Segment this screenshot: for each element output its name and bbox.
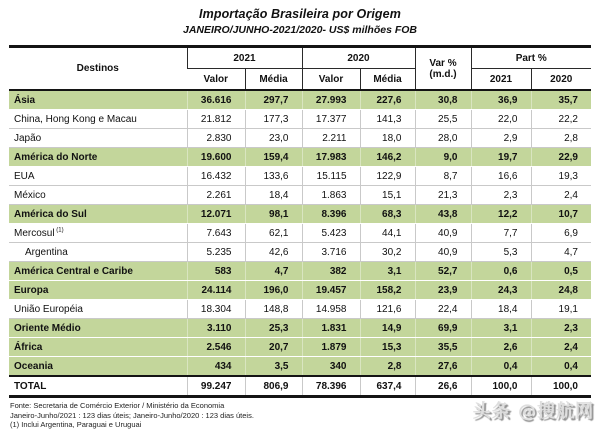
cell-value: 148,8 xyxy=(245,300,302,319)
row-label xyxy=(9,205,187,224)
cell-value: 297,7 xyxy=(245,90,302,110)
row-label xyxy=(9,148,187,167)
header-destinos: Destinos xyxy=(9,47,187,91)
cell-value: 23,9 xyxy=(415,281,471,300)
cell-value: 24,3 xyxy=(471,281,531,300)
cell-value: 2,9 xyxy=(471,129,531,148)
table-row xyxy=(9,281,591,300)
cell-value: 17.983 xyxy=(302,148,360,167)
cell-value: 40,9 xyxy=(415,243,471,262)
cell-value: 24,8 xyxy=(531,281,591,300)
header-2020-group: 2020 xyxy=(302,47,415,69)
cell-value: 5.235 xyxy=(187,243,245,262)
cell-value: 18,0 xyxy=(360,129,415,148)
table-total xyxy=(9,376,591,397)
cell-value: 18,4 xyxy=(245,186,302,205)
cell-value: 3.716 xyxy=(302,243,360,262)
cell-value: 340 xyxy=(302,357,360,377)
row-label-text: Japão xyxy=(14,132,42,144)
cell-value: 122,9 xyxy=(360,167,415,186)
cell-value: 15.115 xyxy=(302,167,360,186)
cell-value: 4,7 xyxy=(531,243,591,262)
header-media-2020: Média xyxy=(360,69,415,91)
header-valor-2020: Valor xyxy=(302,69,360,91)
row-label-text: Argentina xyxy=(25,246,68,258)
cell-value: 1.879 xyxy=(302,338,360,357)
imports-table xyxy=(9,45,591,398)
cell-value: 3,1 xyxy=(360,262,415,281)
cell-value: 2,8 xyxy=(360,357,415,377)
cell-value: 68,3 xyxy=(360,205,415,224)
page-title: Importação Brasileira por Origem xyxy=(199,7,401,21)
row-label xyxy=(9,300,187,319)
cell-value: 6,9 xyxy=(531,224,591,243)
row-label-text: América do Norte xyxy=(14,151,98,163)
header-part-group: Part % xyxy=(471,47,591,69)
cell-value: 121,6 xyxy=(360,300,415,319)
row-label-text: Mercosul xyxy=(14,227,55,239)
cell-value: 3,5 xyxy=(245,357,302,377)
cell-value: 52,7 xyxy=(415,262,471,281)
cell-value: 35,7 xyxy=(531,90,591,110)
row-label xyxy=(9,129,187,148)
cell-value: 158,2 xyxy=(360,281,415,300)
cell-value: 177,3 xyxy=(245,110,302,129)
row-label-text: União Européia xyxy=(14,303,83,315)
row-label-text: Oriente Médio xyxy=(14,322,81,334)
cell-value: 434 xyxy=(187,357,245,377)
footnote-source: Fonte: Secretaria de Comércio Exterior / Ministério da Economia xyxy=(10,401,225,410)
cell-value: 146,2 xyxy=(360,148,415,167)
header-media-2021: Média xyxy=(245,69,302,91)
cell-value: 382 xyxy=(302,262,360,281)
cell-value: 35,5 xyxy=(415,338,471,357)
page-subtitle: JANEIRO/JUNHO-2021/2020- US$ milhões FOB xyxy=(183,24,417,36)
row-label xyxy=(9,319,187,338)
cell-value: 15,1 xyxy=(360,186,415,205)
row-label-text: América Central e Caribe xyxy=(14,265,133,277)
table-row xyxy=(9,148,591,167)
header-2021-group: 2021 xyxy=(187,47,302,69)
cell-value: 1.831 xyxy=(302,319,360,338)
table-row xyxy=(9,186,591,205)
total-value: 100,0 xyxy=(531,376,591,397)
cell-value: 25,5 xyxy=(415,110,471,129)
cell-value: 8,7 xyxy=(415,167,471,186)
cell-value: 12,2 xyxy=(471,205,531,224)
row-label xyxy=(9,167,187,186)
cell-value: 2.546 xyxy=(187,338,245,357)
cell-value: 19.457 xyxy=(302,281,360,300)
table-row xyxy=(9,262,591,281)
table-row xyxy=(9,90,591,110)
cell-value: 7.643 xyxy=(187,224,245,243)
cell-value: 1.863 xyxy=(302,186,360,205)
table-row xyxy=(9,338,591,357)
cell-value: 62,1 xyxy=(245,224,302,243)
cell-value: 22,9 xyxy=(531,148,591,167)
header-part-2020: 2020 xyxy=(531,69,591,91)
cell-value: 4,7 xyxy=(245,262,302,281)
cell-value: 25,3 xyxy=(245,319,302,338)
cell-value: 227,6 xyxy=(360,90,415,110)
total-value: 78.396 xyxy=(302,376,360,397)
cell-value: 27,6 xyxy=(415,357,471,377)
cell-value: 2.261 xyxy=(187,186,245,205)
cell-value: 16.432 xyxy=(187,167,245,186)
header-part-2021: 2021 xyxy=(471,69,531,91)
cell-value: 2,4 xyxy=(531,186,591,205)
table-row xyxy=(9,243,591,262)
total-value: 637,4 xyxy=(360,376,415,397)
row-label xyxy=(9,262,187,281)
cell-value: 42,6 xyxy=(245,243,302,262)
cell-value: 22,2 xyxy=(531,110,591,129)
table-row xyxy=(9,167,591,186)
table-body xyxy=(9,90,591,376)
cell-value: 583 xyxy=(187,262,245,281)
row-label xyxy=(9,110,187,129)
cell-value: 133,6 xyxy=(245,167,302,186)
cell-value: 24.114 xyxy=(187,281,245,300)
cell-value: 19,7 xyxy=(471,148,531,167)
table-row xyxy=(9,300,591,319)
cell-value: 0,5 xyxy=(531,262,591,281)
table-row xyxy=(9,110,591,129)
cell-value: 30,2 xyxy=(360,243,415,262)
total-value: 100,0 xyxy=(471,376,531,397)
cell-value: 36,9 xyxy=(471,90,531,110)
row-label xyxy=(9,357,187,377)
cell-value: 18,4 xyxy=(471,300,531,319)
table-row xyxy=(9,319,591,338)
row-label-text: Oceania xyxy=(14,360,53,372)
cell-value: 2,4 xyxy=(531,338,591,357)
row-label-text: África xyxy=(14,341,43,353)
cell-value: 8.396 xyxy=(302,205,360,224)
cell-value: 20,7 xyxy=(245,338,302,357)
cell-value: 15,3 xyxy=(360,338,415,357)
total-row xyxy=(9,376,591,397)
cell-value: 5,3 xyxy=(471,243,531,262)
table-row xyxy=(9,224,591,243)
cell-value: 18.304 xyxy=(187,300,245,319)
cell-value: 3,1 xyxy=(471,319,531,338)
cell-value: 22,4 xyxy=(415,300,471,319)
cell-value: 27.993 xyxy=(302,90,360,110)
cell-value: 2.830 xyxy=(187,129,245,148)
row-label xyxy=(9,224,187,243)
row-label xyxy=(9,186,187,205)
cell-value: 19,3 xyxy=(531,167,591,186)
cell-value: 98,1 xyxy=(245,205,302,224)
cell-value: 21,3 xyxy=(415,186,471,205)
cell-value: 19,1 xyxy=(531,300,591,319)
cell-value: 2,8 xyxy=(531,129,591,148)
total-value: 99.247 xyxy=(187,376,245,397)
row-label-text: Europa xyxy=(14,284,49,296)
cell-value: 5.423 xyxy=(302,224,360,243)
row-label-text: América do Sul xyxy=(14,208,87,220)
cell-value: 2.211 xyxy=(302,129,360,148)
cell-value: 9,0 xyxy=(415,148,471,167)
table-row xyxy=(9,129,591,148)
row-label-text: Ásia xyxy=(14,94,36,106)
cell-value: 28,0 xyxy=(415,129,471,148)
cell-value: 196,0 xyxy=(245,281,302,300)
cell-value: 12.071 xyxy=(187,205,245,224)
header-var-line2: (m.d.) xyxy=(429,68,457,80)
row-label-text: China, Hong Kong e Macau xyxy=(14,113,137,125)
total-value: 806,9 xyxy=(245,376,302,397)
cell-value: 14,9 xyxy=(360,319,415,338)
cell-value: 17.377 xyxy=(302,110,360,129)
cell-value: 23,0 xyxy=(245,129,302,148)
cell-value: 3.110 xyxy=(187,319,245,338)
table-row xyxy=(9,357,591,377)
row-label-text: EUA xyxy=(14,170,35,182)
cell-value: 40,9 xyxy=(415,224,471,243)
cell-value: 0,4 xyxy=(471,357,531,377)
header-valor-2021: Valor xyxy=(187,69,245,91)
cell-value: 43,8 xyxy=(415,205,471,224)
cell-value: 0,6 xyxy=(471,262,531,281)
cell-value: 0,4 xyxy=(531,357,591,377)
cell-value: 69,9 xyxy=(415,319,471,338)
cell-value: 44,1 xyxy=(360,224,415,243)
total-label: TOTAL xyxy=(9,376,187,397)
table-header xyxy=(9,47,591,91)
cell-value: 19.600 xyxy=(187,148,245,167)
watermark: 头条 @搜航网 xyxy=(472,401,594,422)
cell-value: 14.958 xyxy=(302,300,360,319)
footnote-business-days: Janeiro-Junho/2021 : 123 dias úteis; Janeiro-Junho/2020 : 123 dias úteis. xyxy=(10,410,254,420)
total-value: 26,6 xyxy=(415,376,471,397)
header-var-percent xyxy=(415,47,471,91)
cell-value: 21.812 xyxy=(187,110,245,129)
cell-value: 7,7 xyxy=(471,224,531,243)
cell-value: 2,3 xyxy=(471,186,531,205)
cell-value: 141,3 xyxy=(360,110,415,129)
cell-value: 2,6 xyxy=(471,338,531,357)
cell-value: 16,6 xyxy=(471,167,531,186)
cell-value: 22,0 xyxy=(471,110,531,129)
cell-value: 30,8 xyxy=(415,90,471,110)
footnote-mercosul: (1) Inclui Argentina, Paraguai e Uruguai xyxy=(10,420,142,429)
row-label-text: México xyxy=(14,189,46,201)
row-label xyxy=(9,281,187,300)
footnote-marker: (1) xyxy=(54,227,64,234)
cell-value: 2,3 xyxy=(531,319,591,338)
cell-value: 159,4 xyxy=(245,148,302,167)
table-row xyxy=(9,205,591,224)
header-var-line1: Var % xyxy=(429,57,457,69)
row-label xyxy=(9,243,187,262)
cell-value: 10,7 xyxy=(531,205,591,224)
cell-value: 36.616 xyxy=(187,90,245,110)
row-label xyxy=(9,338,187,357)
row-label xyxy=(9,90,187,110)
